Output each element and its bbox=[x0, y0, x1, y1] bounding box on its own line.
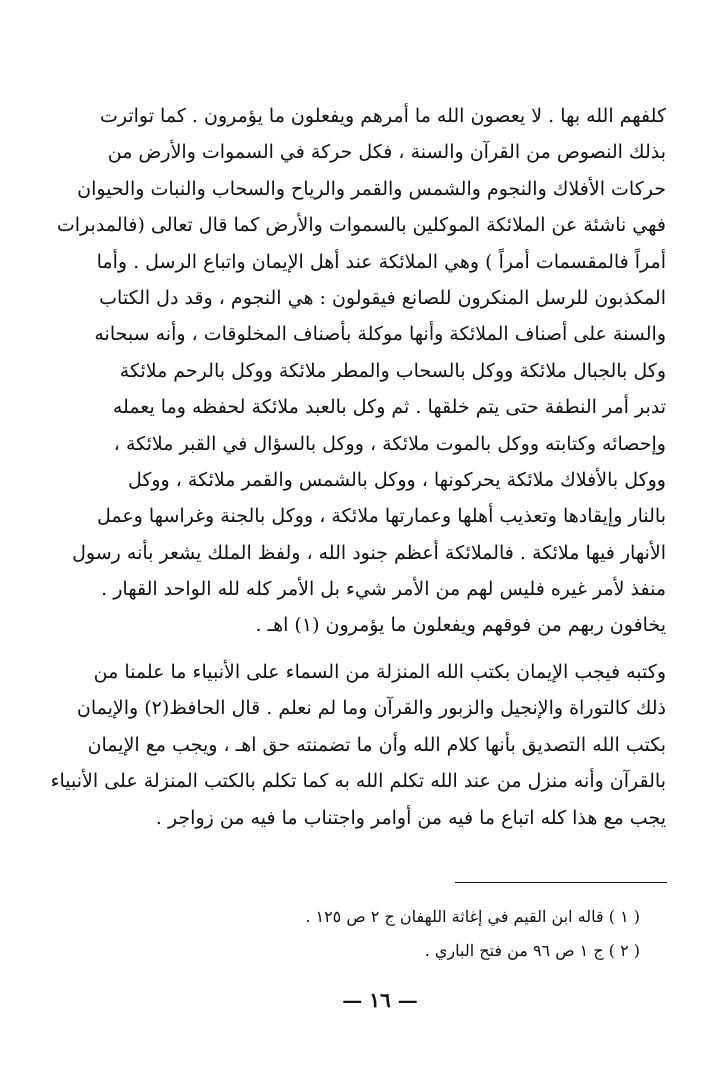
footnote-divider bbox=[455, 882, 667, 883]
paragraph-2 bbox=[50, 654, 666, 836]
text-line: الأنهار فيها ملائكة . فالملائكة أعظم جنود الله ، ولفظ الملك يشعر بأنه رسول bbox=[72, 541, 666, 564]
text-line: منفذ لأمر غيره فليس لهم من الأمر شيء بل الأمر كله لله الواحد القهار . bbox=[101, 578, 666, 601]
text-line: ذلك كالتوراة والإنجيل والزبور والقرآن وما لم نعلم . قال الحافظ(٢) والإيمان bbox=[76, 697, 666, 720]
text-line: بذلك النصوص من القرآن والسنة ، فكل حركة في السموات والأرض من bbox=[107, 141, 666, 164]
text-line: المكذبون للرسل المنكرون للصانع فيقولون : هي النجوم ، وقد دل الكتاب bbox=[99, 286, 666, 309]
text-line: يجب مع هذا كله اتباع ما فيه من أوامر واجتناب ما فيه من زواجر . bbox=[155, 806, 666, 829]
footnote-1: ( ١ ) قاله ابن القيم في إغاثة اللهفان ج ٢ ص ١٢٥ . bbox=[305, 907, 640, 926]
text-line: والسنة على أصناف الملائكة وأنها موكلة بأصناف المخلوقات ، وأنه سبحانه bbox=[94, 323, 666, 346]
text-line: كلفهم الله بها . لا يعصون الله ما أمرهم ويفعلون ما يؤمرون . كما تواترت bbox=[99, 105, 666, 127]
text-line: تدبر أمر النطفة حتى يتم خلقها . ثم وكل بالعبد ملائكة لحفظه وما يعمله bbox=[112, 396, 666, 419]
footnotes bbox=[120, 900, 640, 968]
paragraph-1 bbox=[56, 98, 666, 644]
text-line: يخافون ربهم من فوقهم ويفعلون ما يؤمرون (١) اهـ . bbox=[255, 614, 666, 637]
text-line: بالنار وإيقادها وتعذيب أهلها وعمارتها ملائكة ، ووكل بالجنة وغراسها وعمل bbox=[96, 505, 666, 528]
text-line: ووكل بالأفلاك ملائكة يحركونها ، ووكل بالشمس والقمر ملائكة ، ووكل bbox=[127, 468, 666, 491]
text-line: بالقرآن وأنه منزل من عند الله تكلم الله به كما تكلم بالكتب المنزلة على الأنبياء bbox=[50, 770, 666, 793]
text-line: وكتبه فيجب الإيمان بكتب الله المنزلة من السماء على الأنبياء ما علمنا من bbox=[93, 661, 666, 683]
text-line: بكتب الله التصديق بأنها كلام الله وأن ما تضمنته حق اهـ ، ويجب مع الإيمان bbox=[87, 733, 666, 756]
text-line: أمراً فالمقسمات أمراً ) وهي الملائكة عند أهل الإيمان واتباع الرسل . وأما bbox=[96, 250, 666, 273]
text-line: حركات الأفلاك والنجوم والشمس والقمر والرياح والسحاب والنبات والحيوان bbox=[77, 177, 666, 200]
page-number: — ١٦ — bbox=[342, 988, 418, 1012]
text-line: وإحصائه وكتابته ووكل بالموت ملائكة ، ووكل بالسؤال في القبر ملائكة ، bbox=[113, 432, 666, 455]
footnote-2: ( ٢ ) ج ١ ص ٩٦ من فتح الباري . bbox=[424, 941, 640, 960]
text-line: وكل بالجبال ملائكة ووكل بالسحاب والمطر ملائكة ووكل بالرحم ملائكة bbox=[119, 359, 666, 382]
text-line: فهي ناشئة عن الملائكة الموكلين بالسموات والأرض كما قال تعالى (فالمدبرات bbox=[56, 214, 666, 237]
